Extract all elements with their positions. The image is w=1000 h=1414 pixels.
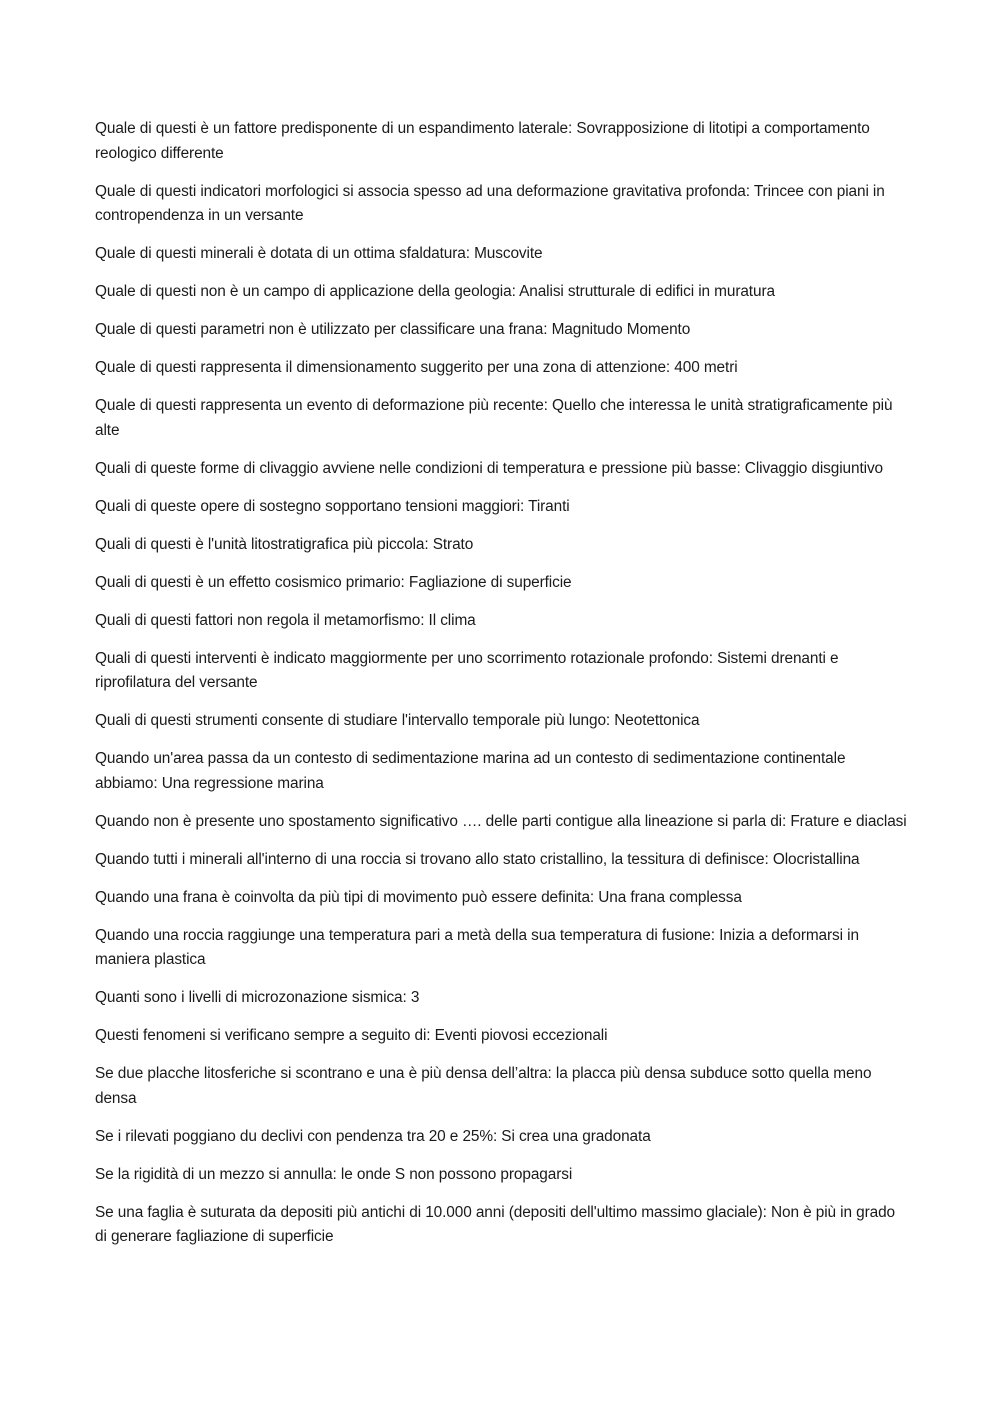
qa-item: Quando una frana è coinvolta da più tipi di movimento può essere definita: Una frana complessa: [95, 888, 742, 906]
qa-item: Quali di questi strumenti consente di studiare l'intervallo temporale più lungo: Neotettonica: [95, 712, 700, 729]
qa-item: Quali di queste forme di clivaggio avviene nelle condizioni di temperatura e pressione più basse: Clivaggio disgiuntivo: [95, 459, 884, 477]
qa-item: Quale di questi è un fattore predisponente di un espandimento laterale: Sovrapposizione di litotipi a comportamento reologico differente: [95, 120, 870, 162]
qa-item: Quale di questi minerali è dotata di un ottima sfaldatura: Muscovite: [95, 245, 543, 262]
qa-item: Quanti sono i livelli di microzonazione sismica: 3: [95, 989, 420, 1006]
qa-item: Quando un'area passa da un contesto di sedimentazione marina ad un contesto di sedimentazione continentale abbiamo: Una regressione marina: [95, 750, 846, 792]
qa-item: Quale di questi rappresenta il dimensionamento suggerito per una zona di attenzione: 400 metri: [95, 359, 738, 376]
qa-item: Se due placche litosferiche si scontrano e una è più densa dell’altra: la placca più densa subduce sotto quella meno densa: [95, 1065, 872, 1107]
qa-item: Quali di questi è l'unità litostratigrafica più piccola: Strato: [95, 535, 474, 553]
qa-item: Quando una roccia raggiunge una temperatura pari a metà della sua temperatura di fusione: Inizia a deformarsi in maniera plastica: [95, 926, 859, 968]
qa-item: Quale di questi parametri non è utilizzato per classificare una frana: Magnitudo Momento: [95, 321, 691, 338]
qa-item: Quali di questi fattori non regola il metamorfismo: Il clima: [95, 611, 476, 629]
qa-item: Quali di queste opere di sostegno sopportano tensioni maggiori: Tiranti: [95, 497, 570, 515]
qa-item: Quando tutti i minerali all'interno di una roccia si trovano allo stato cristallino, la tessitura di definisce: Olocristallina: [95, 850, 860, 868]
qa-item: Quale di questi non è un campo di applicazione della geologia: Analisi strutturale di edifici in muratura: [95, 283, 775, 300]
qa-item: Questi fenomeni si verificano sempre a seguito di: Eventi piovosi eccezionali: [95, 1027, 608, 1044]
qa-item: Quando non è presente uno spostamento significativo …. delle parti contigue alla lineazione si parla di: Frature e diaclasi: [95, 812, 907, 830]
qa-item: Quali di questi interventi è indicato maggiormente per uno scorrimento rotazionale profondo: Sistemi drenanti e riprofilatura del versante: [95, 649, 839, 691]
qa-item: Se una faglia è suturata da depositi più antichi di 10.000 anni (depositi dell'ultimo massimo glaciale): Non è più in grado di generare fagliazione di superficie: [95, 1203, 895, 1245]
qa-item: Quali di questi è un effetto cosismico primario: Fagliazione di superficie: [95, 573, 572, 591]
qa-item: Se la rigidità di un mezzo si annulla: le onde S non possono propagarsi: [95, 1165, 573, 1183]
document-page: [95, 117, 910, 1263]
qa-item: Quale di questi rappresenta un evento di deformazione più recente: Quello che interessa le unità stratigraficamente più alte: [95, 397, 893, 439]
qa-item: Quale di questi indicatori morfologici si associa spesso ad una deformazione gravitativa profonda: Trincee con piani in contropendenza in un versante: [95, 182, 885, 224]
qa-item: Se i rilevati poggiano du declivi con pendenza tra 20 e 25%: Si crea una gradonata: [95, 1127, 651, 1145]
